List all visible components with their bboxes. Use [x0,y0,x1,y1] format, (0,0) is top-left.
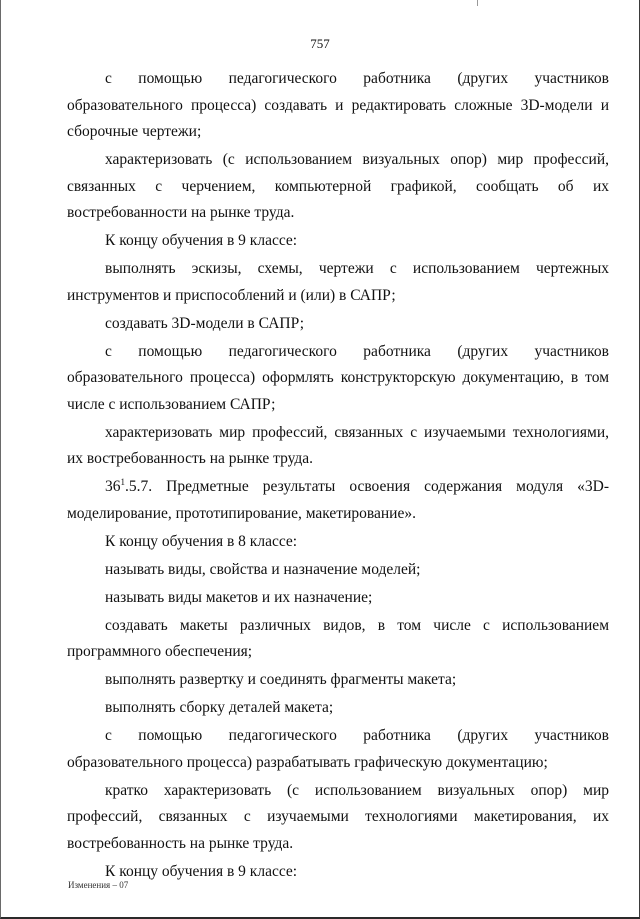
paragraph: с помощью педагогического работника (других участников образовательного процесса) оформлять конструкторскую документацию, в том числе с использованием САПР; [67,342,609,413]
paragraph: выполнять развертку и соединять фрагменты макета; [105,671,457,688]
paragraph: кратко характеризовать (с использованием визуальных опор) мир профессий, связанных с изучаемыми технологиями макетирования, их востребованность на рынке труда. [67,781,609,852]
paragraph: с помощью педагогического работника (других участников образовательного процесса) разрабатывать графическую документацию; [67,727,609,771]
paragraph: выполнять эскизы, схемы, чертежи с использованием чертежных инструментов и приспособлений и (или) в САПР; [67,260,609,304]
paragraph: характеризовать мир профессий, связанных с изучаемыми технологиями, их востребованность на рынке труда. [67,423,609,467]
section-number-rest: .5.7. [125,478,153,495]
paragraph: К концу обучения в 9 классе: [105,232,298,249]
paragraph: К концу обучения в 9 классе: [105,862,298,880]
paragraph: характеризовать (с использованием визуальных опор) мир профессий, связанных с черчением, компьютерной графикой, сообщать об их востребованности на рынке труда. [67,151,609,221]
paragraph: создавать макеты различных видов, в том числе с использованием программного обеспечения; [67,616,609,660]
paragraph: называть виды макетов и их назначение; [105,588,373,606]
footer-note: Изменения – 07 [68,880,129,890]
section-number-main: 36 [105,478,121,495]
paragraph: К концу обучения в 8 классе: [105,532,298,550]
paragraph: называть виды, свойства и назначение моделей; [105,560,421,578]
page-number: 757 [310,36,330,51]
paragraph: создавать 3D-модели в САПР; [105,314,305,332]
paragraph: с помощью педагогического работника (других участников образовательного процесса) создавать и редактировать сложные 3D-модели и сборочные чертежи; [67,70,609,140]
scan-mark [477,0,478,6]
section-title: Предметные результаты освоения содержания модуля «3D-моделирование, прототипирование, макетирование». [67,478,609,522]
section-number-sup: 1 [120,476,125,487]
document-body [67,66,609,887]
section-heading [67,474,609,527]
paragraph: выполнять сборку деталей макета; [105,699,334,716]
